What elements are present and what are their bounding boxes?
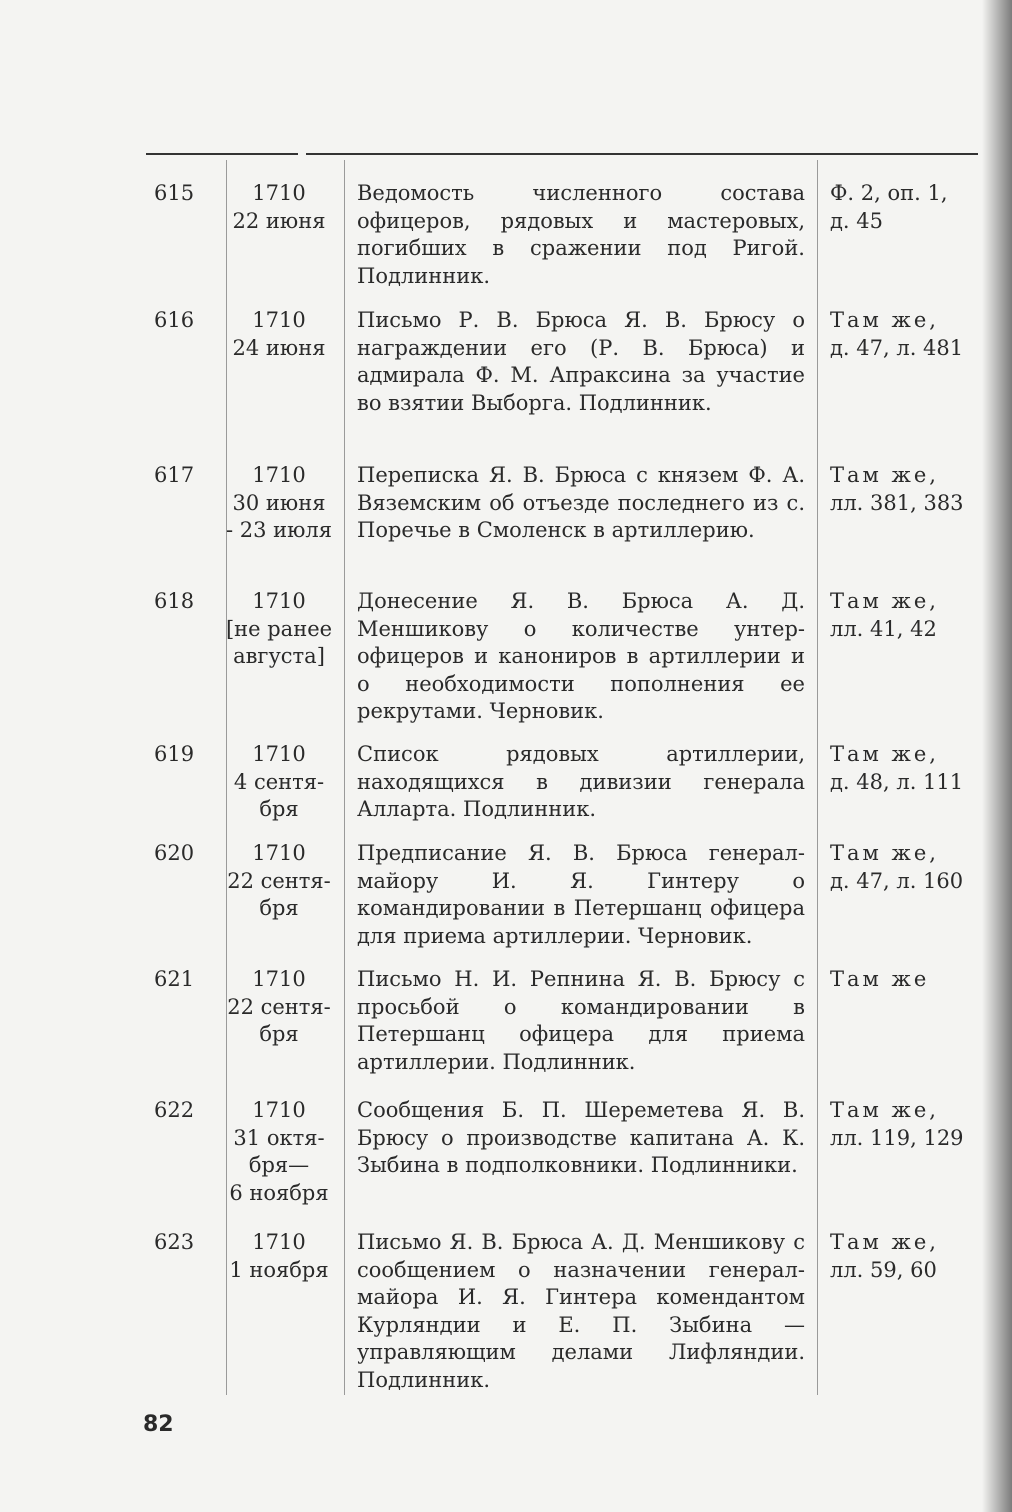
entry-description: Список рядовых артиллерии, находящихся в дивизии генерала Алларта. Подлинник. [357,742,805,822]
entry-number: 621 [154,967,195,991]
entry-date: 1710 31 октя- бря— 6 ноября [229,1098,329,1205]
entry-date: 1710 4 сентя- бря [233,742,325,822]
entry-number: 616 [154,308,195,332]
entry-number: 622 [154,1098,195,1122]
entry-number: 620 [154,841,195,865]
column-divider-date-description [344,160,345,1395]
entry-reference: Там же, д. 47, л. 481 [830,308,964,360]
entry-description: Сообщения Б. П. Шереметева Я. В. Брюсу о производстве капитана А. К. Зыбина в подполковники. Подлинники. [357,1098,805,1178]
entry-reference: Там же, лл. 59, 60 [830,1230,939,1282]
entry-reference: Там же, д. 47, л. 160 [830,841,964,893]
entry-description: Переписка Я. В. Брюса с князем Ф. А. Вяземским об отъезде последнего из с. Поречье в Смоленск в артиллерию. [357,463,805,543]
entry-reference: Там же [830,967,930,991]
entry-description: Письмо Р. В. Брюса Я. В. Брюсу о награждении его (Р. В. Брюса) и адмирала Ф. М. Апраксина за участие во взятии Выборга. Подлинник. [357,308,805,415]
entry-description: Предписание Я. В. Брюса генерал-майору И. Я. Гинтеру о командировании в Петершанц офицера для приема артиллерии. Черновик. [357,841,805,948]
entry-description: Письмо Н. И. Репнина Я. В. Брюсу с просьбой о командировании в Петершанц офицера для приема артиллерии. Подлинник. [357,967,805,1074]
entry-reference: Там же, д. 48, л. 111 [830,742,964,794]
entry-reference: Там же, лл. 119, 129 [830,1098,964,1150]
header-rule-left [146,153,298,155]
entry-number: 615 [154,181,195,205]
page-edge-shadow [982,0,1012,1512]
entry-reference: Ф. 2, оп. 1, д. 45 [830,181,948,233]
column-divider-description-reference [817,160,818,1395]
entry-date: 1710 22 сентя- бря [227,841,331,921]
entry-description: Ведомость численного состава офицеров, рядовых и мастеровых, погибших в сражении под Ригой. Подлинник. [357,181,805,288]
entry-description: Донесение Я. В. Брюса А. Д. Меншикову о количестве унтер-офицеров и канониров в артиллерии и о необходимости пополнения ее рекрутами. Черновик. [357,589,805,724]
entry-date: 1710 24 июня [232,308,326,360]
entry-date: 1710 22 сентя- бря [227,967,331,1047]
entry-number: 619 [154,742,195,766]
entry-number: 617 [154,463,195,487]
entry-reference: Там же, лл. 41, 42 [830,589,939,641]
entry-date: 1710 [не ранее августа] [225,589,333,669]
entry-date: 1710 1 ноября [229,1230,329,1282]
entry-reference: Там же, лл. 381, 383 [830,463,964,515]
entry-date: 1710 30 июня - 23 июля [225,463,333,543]
entry-date: 1710 22 июня [232,181,326,233]
entry-number: 623 [154,1230,195,1254]
header-rule-right [306,153,978,155]
page-number: 82 [143,1412,174,1437]
entry-description: Письмо Я. В. Брюса А. Д. Меншикову с сообщением о назначении генерал-майора И. Я. Гинтера комендантом Курляндии и Е. П. Зыбина — управляющим делами Лифляндии. Подлинник. [357,1230,805,1392]
entry-number: 618 [154,589,195,613]
